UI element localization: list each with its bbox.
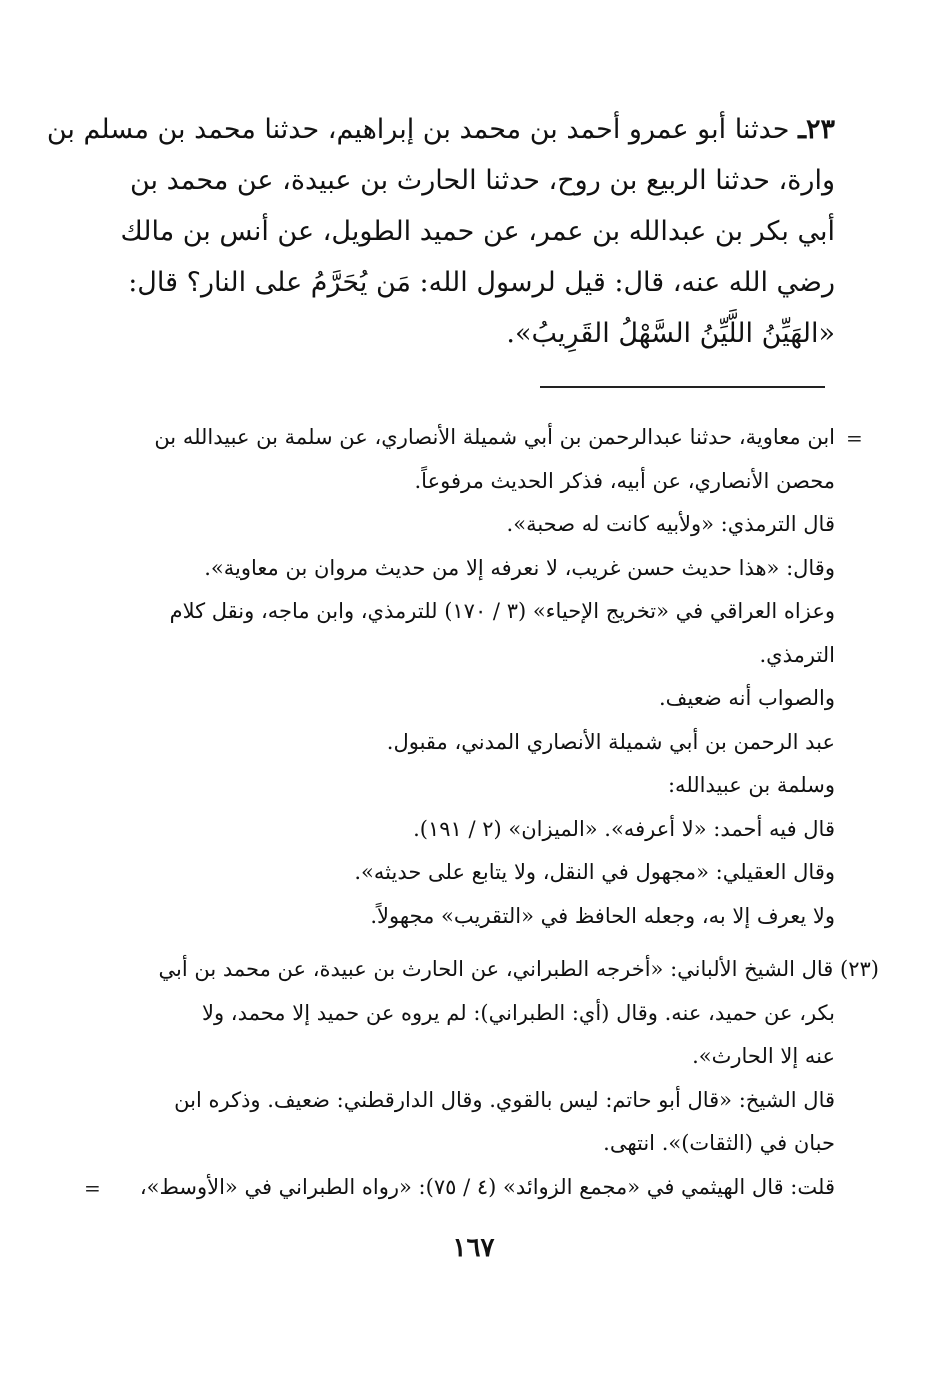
footnote-line: وقال: «هذا حديث حسن غريب، لا نعرفه إلا من حديث مروان بن معاوية». [204, 555, 835, 580]
hadith-number: ٢٣ـ [798, 114, 835, 145]
hadith-line-3: أبي بكر بن عبدالله بن عمر، عن حميد الطويل، عن أنس بن مالك [120, 216, 835, 247]
footnote-line: وسلمة بن عبيدالله: [667, 773, 835, 797]
footnote-line: الترمذي. [759, 642, 835, 667]
footnote-line: قال الشيخ: «قال أبو حاتم: ليس بالقوي. وقال الدارقطني: ضعيف. وذكره ابن [174, 1087, 835, 1112]
footnote-line: وقال العقيلي: «مجهول في النقل، ولا يتابع على حديثه». [354, 860, 835, 884]
footnote-line: ولا يعرف إلا به، وجعله الحافظ في «التقريب» مجهولاً. [370, 903, 835, 928]
footnote-line: قال الترمذي: «ولأبيه كانت له صحبة». [506, 512, 835, 536]
footnote-line: وعزاه العراقي في «تخريج الإحياء» (٣ / ١٧٠) للترمذي، وابن ماجه، ونقل كلام [169, 599, 835, 623]
footnote-line: محصن الأنصاري، عن أبيه، فذكر الحديث مرفوعاً. [414, 468, 835, 493]
hadith-line-1 [46, 104, 835, 155]
footnote-line: بكر، عن حميد، عنه. وقال (أي: الطبراني): لم يروه عن حميد إلا محمد، ولا [202, 1000, 835, 1025]
hadith-line-4: رضي الله عنه، قال: قيل لرسول الله: مَن يُحَرَّمُ على النار؟ قال: [128, 267, 835, 298]
hadith-text [46, 104, 835, 359]
hadith-line-5: «الهَيِّنُ اللَّيِّنُ السَّهْلُ القَرِيبُ». [506, 318, 835, 349]
footnote-separator [540, 386, 825, 388]
footnote-previous [119, 416, 835, 938]
hadith-line-2: وارة، حدثنا الربيع بن روح، حدثنا الحارث بن عبيدة، عن محمد بن [129, 165, 835, 196]
footnote-line: ابن معاوية، حدثنا عبدالرحمن بن أبي شميلة الأنصاري، عن سلمة بن عبيدالله بن [154, 425, 835, 449]
footnote-23 [119, 948, 879, 1209]
footnote-line: قال الشيخ الألباني: «أخرجه الطبراني، عن الحارث بن عبيدة، عن محمد بن أبي [158, 957, 834, 981]
footnote-line: قلت: قال الهيثمي في «مجمع الزوائد» (٤ / ٧٥): «رواه الطبراني في «الأوسط»، [139, 1174, 835, 1199]
footnote-line: والصواب أنه ضعيف. [658, 686, 835, 710]
footnote-line: قال فيه أحمد: «لا أعرفه». «الميزان» (٢ / ١٩١). [413, 816, 835, 841]
footnote-line: عنه إلا الحارث». [692, 1044, 835, 1068]
footnote-line: عبد الرحمن بن أبي شميلة الأنصاري المدني، مقبول. [386, 729, 835, 754]
footnote-line: حبان في (الثقات)». انتهى. [603, 1131, 835, 1155]
hadith-line-1-text: حدثنا أبو عمرو أحمد بن محمد بن إبراهيم، حدثنا محمد بن مسلم بن [46, 114, 790, 145]
continuation-mark-top: = [846, 426, 863, 450]
continuation-mark-bottom: = [84, 1176, 101, 1200]
footnote-marker: (٢٣) [840, 957, 879, 981]
page-number: ١٦٧ [452, 1233, 495, 1263]
footnote-23-line-1 [119, 948, 879, 992]
